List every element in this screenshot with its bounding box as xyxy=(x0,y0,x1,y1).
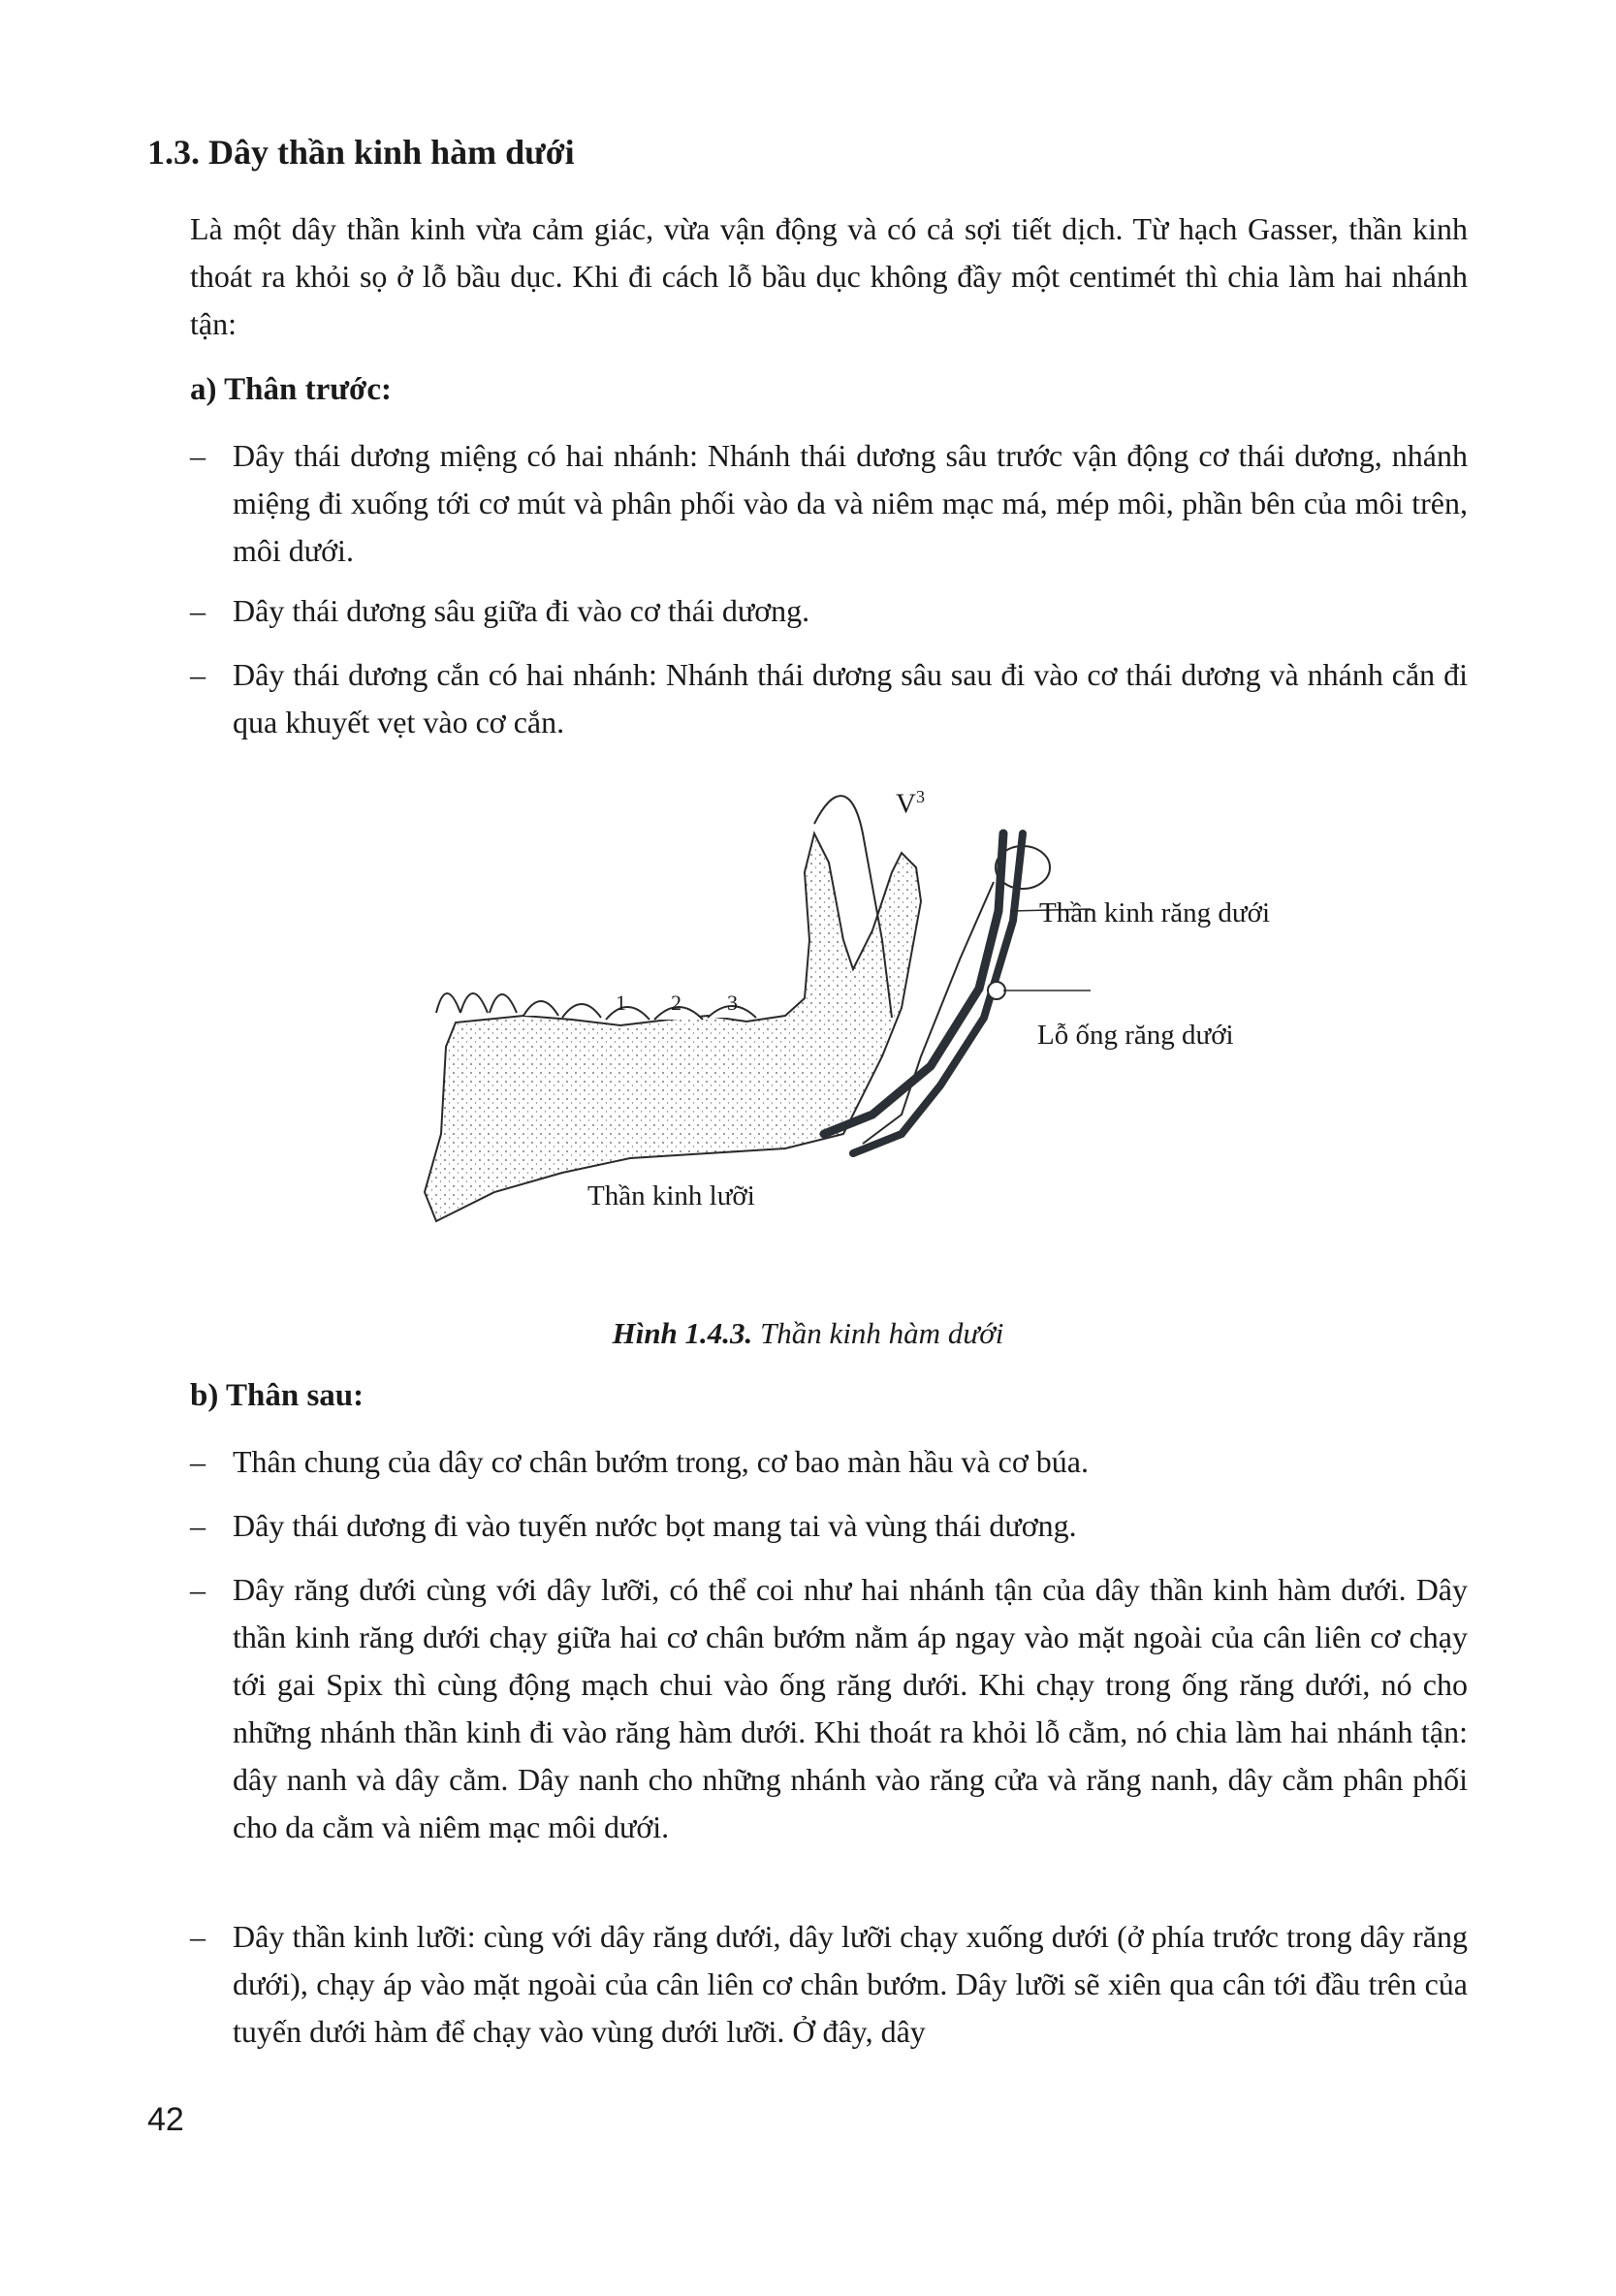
bullet-dash: – xyxy=(190,1444,206,1479)
part-a-item-text: Dây thái dương sâu giữa đi vào cơ thái dương. xyxy=(233,593,810,628)
bullet-dash: – xyxy=(190,1572,206,1607)
mandibular-foramen xyxy=(988,982,1005,999)
bullet-dash: – xyxy=(190,657,206,692)
mandible-figure xyxy=(417,766,1309,1279)
tooth-number-1: 1 xyxy=(616,991,626,1015)
label-inferior-alveolar-nerve: Thần kinh răng dưới xyxy=(1039,897,1271,928)
label-mandibular-foramen: Lỗ ống răng dưới xyxy=(1037,1020,1234,1051)
part-b-item xyxy=(190,1566,1468,1851)
tooth xyxy=(523,1001,558,1016)
bullet-dash: – xyxy=(190,593,206,628)
page-number: 42 xyxy=(147,2101,184,2138)
caption-text: Thần kinh hàm dưới xyxy=(752,1316,1004,1350)
part-a-item-text: Dây thái dương miệng có hai nhánh: Nhánh thái dương sâu trước vận động cơ thái dương, nhánh miệng đi xuống tới cơ mút và phân phối vào da và niêm mạc má, mép môi, phần bên của môi trên, môi dưới. xyxy=(233,438,1468,568)
part-b-item-text: Dây thái dương đi vào tuyến nước bọt mang tai và vùng thái dương. xyxy=(233,1508,1077,1543)
part-b-title: b) Thân sau: xyxy=(190,1378,364,1413)
tooth xyxy=(460,993,488,1013)
part-b-item-text: Thân chung của dây cơ chân bướm trong, cơ bao màn hầu và cơ búa. xyxy=(233,1444,1089,1479)
intro-paragraph: Là một dây thần kinh vừa cảm giác, vừa vận động và có cả sợi tiết dịch. Từ hạch Gasser, thần kinh thoát ra khỏi sọ ở lỗ bầu dục. Khi đi cách lỗ bầu dục không đầy một centimét thì chia làm hai nhánh tận: xyxy=(190,211,1468,341)
bullet-dash: – xyxy=(190,438,206,473)
caption-number: Hình 1.4.3. xyxy=(612,1316,753,1350)
part-a-item xyxy=(190,587,1468,635)
part-b-item xyxy=(190,1438,1468,1486)
part-a-item xyxy=(190,432,1468,575)
part-b-item-text: Dây thần kinh lưỡi: cùng với dây răng dưới, dây lưỡi chạy xuống dưới (ở phía trước trong dây răng dưới), chạy áp vào mặt ngoài của cân liên cơ chân bướm. Dây lưỡi sẽ xiên qua cân tới đầu trên của tuyến dưới hàm để chạy vào vùng dưới lưỡi. Ở đây, dây xyxy=(233,1919,1468,2049)
bullet-dash: – xyxy=(190,1919,206,1954)
section-heading: 1.3. Dây thần kinh hàm dưới xyxy=(147,133,575,172)
label-lingual-nerve: Thần kinh lưỡi xyxy=(587,1180,755,1211)
mandible-outline xyxy=(425,833,921,1221)
part-a-title: a) Thân trước: xyxy=(190,372,392,407)
tooth xyxy=(436,993,460,1013)
part-a-item xyxy=(190,651,1468,746)
tooth-number-3: 3 xyxy=(727,991,738,1015)
tooth xyxy=(606,1007,650,1020)
tooth xyxy=(490,994,517,1013)
part-a-item-text: Dây thái dương cắn có hai nhánh: Nhánh thái dương sâu sau đi vào cơ thái dương và nhánh cắn đi qua khuyết vẹt vào cơ cắn. xyxy=(233,657,1468,739)
figure-caption xyxy=(0,1316,1616,1351)
part-b-item xyxy=(190,1502,1468,1550)
part-b-item xyxy=(190,1913,1468,2056)
label-v3: $V^3$ xyxy=(896,787,925,820)
bullet-dash: – xyxy=(190,1508,206,1543)
tooth xyxy=(562,1004,601,1018)
part-b-item-text: Dây răng dưới cùng với dây lưỡi, có thể coi như hai nhánh tận của dây thần kinh hàm dưới. Dây thần kinh răng dưới chạy giữa hai cơ chân bướm nằm áp ngay vào mặt ngoài của cân liên cơ chạy tới gai Spix thì cùng động mạch chui vào ống răng dưới. Khi chạy trong ống răng dưới, nó cho những nhánh thần kinh đi vào răng hàm dưới. Khi thoát ra khỏi lỗ cằm, nó chia làm hai nhánh tận: dây nanh và dây cằm. Dây nanh cho những nhánh vào răng cửa và răng nanh, dây cằm phân phối cho da cằm và niêm mạc môi dưới. xyxy=(233,1572,1468,1844)
tooth-number-2: 2 xyxy=(671,991,681,1015)
